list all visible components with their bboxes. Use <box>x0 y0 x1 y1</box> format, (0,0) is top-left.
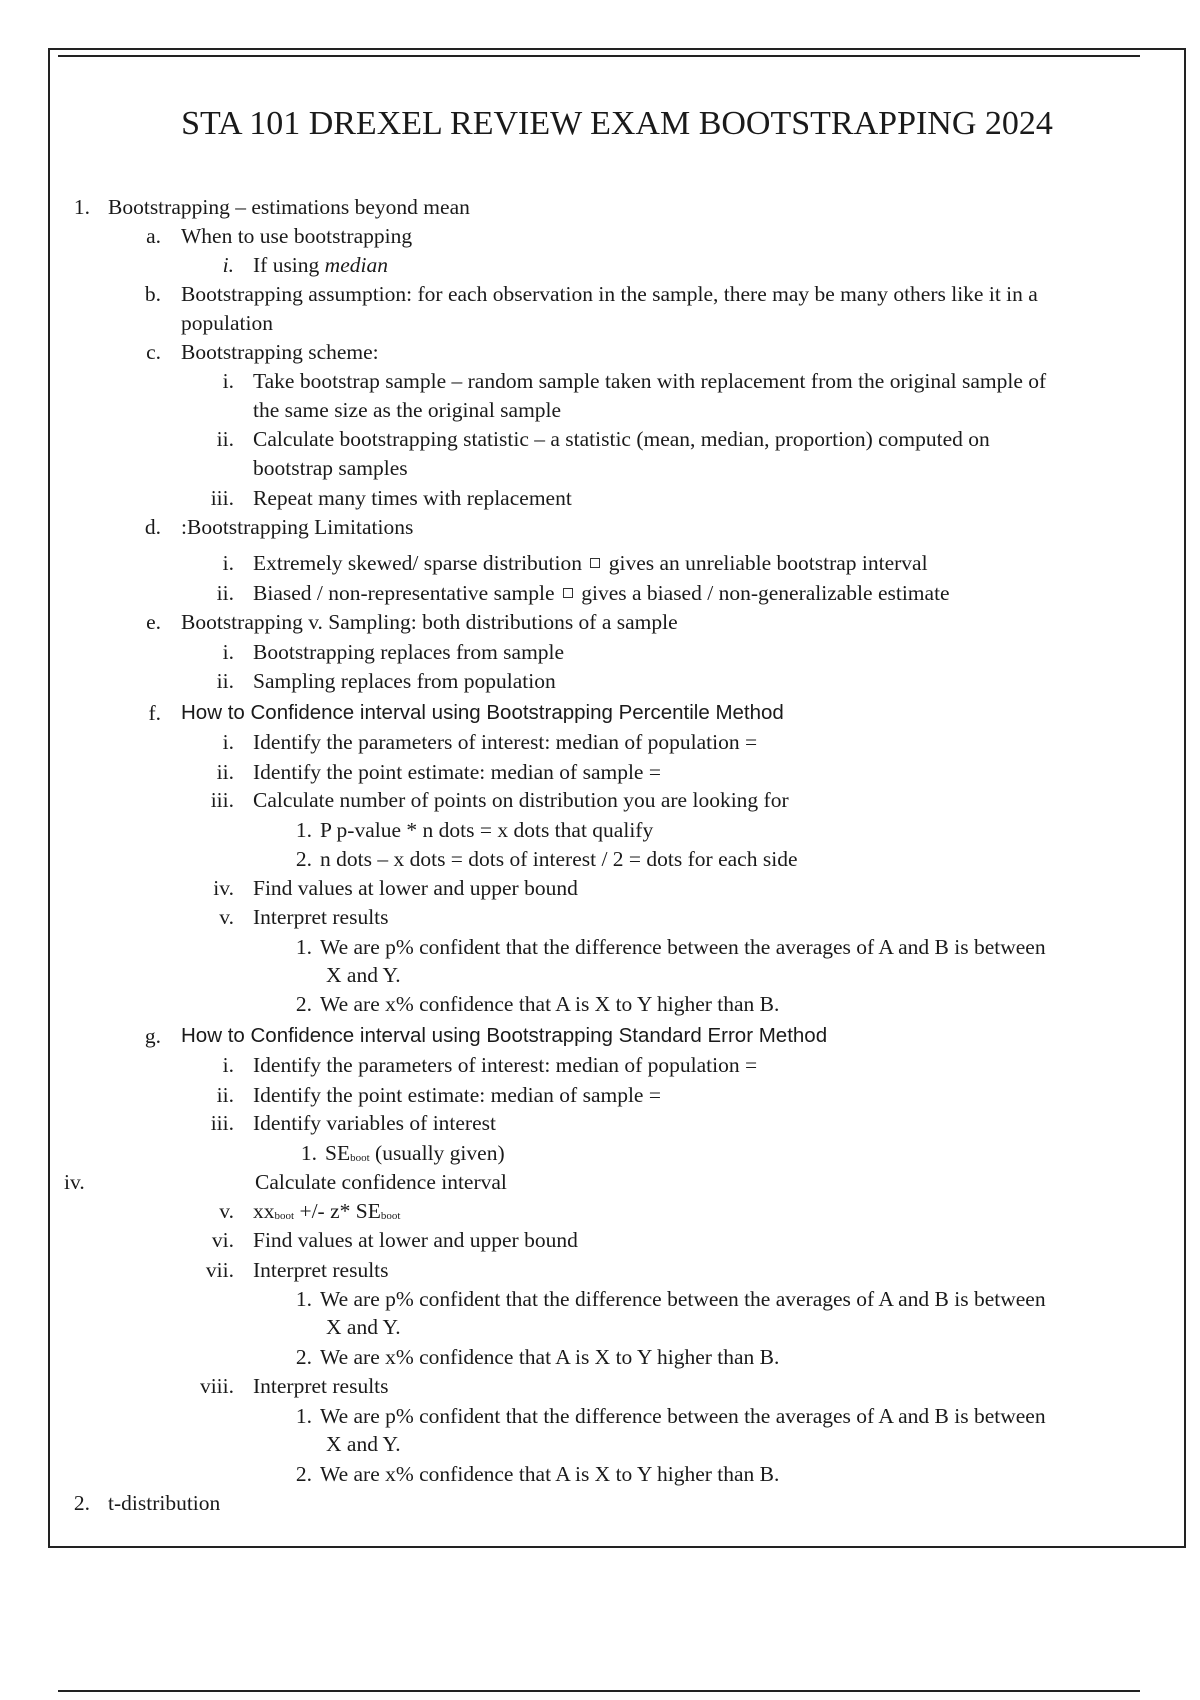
arrow-box-icon <box>590 558 600 568</box>
list-marker: 1. <box>73 195 90 219</box>
list-marker: ii. <box>216 427 234 451</box>
list-item: Identify the point estimate: median of sample = <box>253 760 661 784</box>
list-item-continuation: bootstrap samples <box>253 456 408 480</box>
list-marker: 2. <box>295 1345 312 1369</box>
list-item: Identify variables of interest <box>253 1111 496 1135</box>
list-item: Take bootstrap sample – random sample taken with replacement from the original sample of <box>253 369 1047 393</box>
list-marker: 2. <box>295 847 312 871</box>
list-marker: vii. <box>205 1258 234 1282</box>
list-marker: ii. <box>216 669 234 693</box>
list-marker: c. <box>146 340 161 364</box>
list-item: Calculate number of points on distribution you are looking for <box>253 788 789 812</box>
list-item: Calculate confidence interval <box>255 1170 507 1194</box>
list-item: Interpret results <box>253 905 389 929</box>
list-item: $SE_{boot}$ (usually given) <box>325 1141 505 1165</box>
list-marker: ii. <box>216 760 234 784</box>
list-marker: 1. <box>295 935 312 959</box>
list-item: We are x% confidence that A is X to Y higher than B. <box>320 992 780 1016</box>
list-item: :Bootstrapping Limitations <box>181 515 414 539</box>
list-item: Repeat many times with replacement <box>253 486 572 510</box>
list-item: Bootstrapping replaces from sample <box>253 640 565 664</box>
list-item: When to use bootstrapping <box>181 224 413 248</box>
list-marker: v. <box>219 1199 234 1223</box>
list-marker: i. <box>222 640 234 664</box>
list-marker: ii. <box>216 581 234 605</box>
list-marker: iv. <box>213 876 234 900</box>
list-marker: 1. <box>295 818 312 842</box>
list-item-continuation: population <box>181 311 273 335</box>
list-marker: g. <box>144 1024 161 1048</box>
list-marker: v. <box>219 905 234 929</box>
list-item: Find values at lower and upper bound <box>253 876 578 900</box>
list-marker: ii. <box>216 1083 234 1107</box>
list-item: Find values at lower and upper bound <box>253 1228 578 1252</box>
list-marker: i. <box>222 730 234 754</box>
list-marker: 1. <box>300 1141 317 1165</box>
list-marker: iii. <box>210 788 234 812</box>
list-item: Bootstrapping assumption: for each observation in the sample, there may be many others like it in a <box>181 282 1038 306</box>
list-item: Identify the parameters of interest: median of population = <box>253 1053 758 1077</box>
list-item: We are p% confident that the difference between the averages of A and B is between <box>320 1404 1046 1428</box>
list-item: If using median <box>253 253 388 277</box>
section-heading: How to Confidence interval using Bootstrapping Standard Error Method <box>181 1024 828 1047</box>
list-item: Bootstrapping v. Sampling: both distributions of a sample <box>181 610 678 634</box>
list-item-continuation: X and Y. <box>326 1432 401 1456</box>
list-item: Sampling replaces from population <box>253 669 556 693</box>
list-item: Identify the parameters of interest: median of population = <box>253 730 758 754</box>
formula: $xx_{boot}$ +/- z* $SE_{boot}$ <box>253 1199 401 1223</box>
list-marker: 1. <box>295 1287 312 1311</box>
list-marker: viii. <box>199 1374 234 1398</box>
list-item-continuation: X and Y. <box>326 1315 401 1339</box>
list-marker: 1. <box>295 1404 312 1428</box>
footer-rule <box>58 1690 1140 1692</box>
list-item: We are p% confident that the difference between the averages of A and B is between <box>320 1287 1046 1311</box>
list-marker: iii. <box>210 1111 234 1135</box>
list-marker: 2. <box>73 1491 90 1515</box>
list-item: Biased / non-representative sample gives a biased / non-generalizable estimate <box>253 581 950 605</box>
arrow-box-icon <box>563 588 573 598</box>
list-item-continuation: the same size as the original sample <box>253 398 562 422</box>
list-item: Interpret results <box>253 1258 389 1282</box>
list-marker: i. <box>222 1053 234 1077</box>
list-item: Interpret results <box>253 1374 389 1398</box>
list-marker-stray: iv. <box>64 1170 85 1194</box>
list-item: Calculate bootstrapping statistic – a statistic (mean, median, proportion) computed on <box>253 427 990 451</box>
list-item: We are x% confidence that A is X to Y higher than B. <box>320 1345 780 1369</box>
list-marker: d. <box>144 515 161 539</box>
list-marker: 2. <box>295 992 312 1016</box>
list-item: We are x% confidence that A is X to Y higher than B. <box>320 1462 780 1486</box>
list-marker: a. <box>146 224 161 248</box>
list-marker: 2. <box>295 1462 312 1486</box>
list-marker: i. <box>222 551 234 575</box>
list-item: Identify the point estimate: median of sample = <box>253 1083 661 1107</box>
document-title: STA 101 DREXEL REVIEW EXAM BOOTSTRAPPING 2024 <box>181 105 1053 142</box>
list-item: Bootstrapping scheme: <box>181 340 379 364</box>
list-marker: iii. <box>210 486 234 510</box>
list-item-continuation: X and Y. <box>326 963 401 987</box>
list-marker: vi. <box>211 1228 234 1252</box>
list-item: P p-value * n dots = x dots that qualify <box>320 818 654 842</box>
list-item: t-distribution <box>108 1491 221 1515</box>
section-heading: How to Confidence interval using Bootstrapping Percentile Method <box>181 701 784 724</box>
list-item: n dots – x dots = dots of interest / 2 = dots for each side <box>320 847 798 871</box>
list-marker: i. <box>222 369 234 393</box>
list-item: Bootstrapping – estimations beyond mean <box>108 195 470 219</box>
list-marker: b. <box>144 282 161 306</box>
list-marker: e. <box>146 610 161 634</box>
list-marker: f. <box>148 701 161 725</box>
list-item: Extremely skewed/ sparse distribution gives an unreliable bootstrap interval <box>253 551 928 575</box>
list-marker: i. <box>222 253 234 277</box>
list-item: We are p% confident that the difference between the averages of A and B is between <box>320 935 1046 959</box>
